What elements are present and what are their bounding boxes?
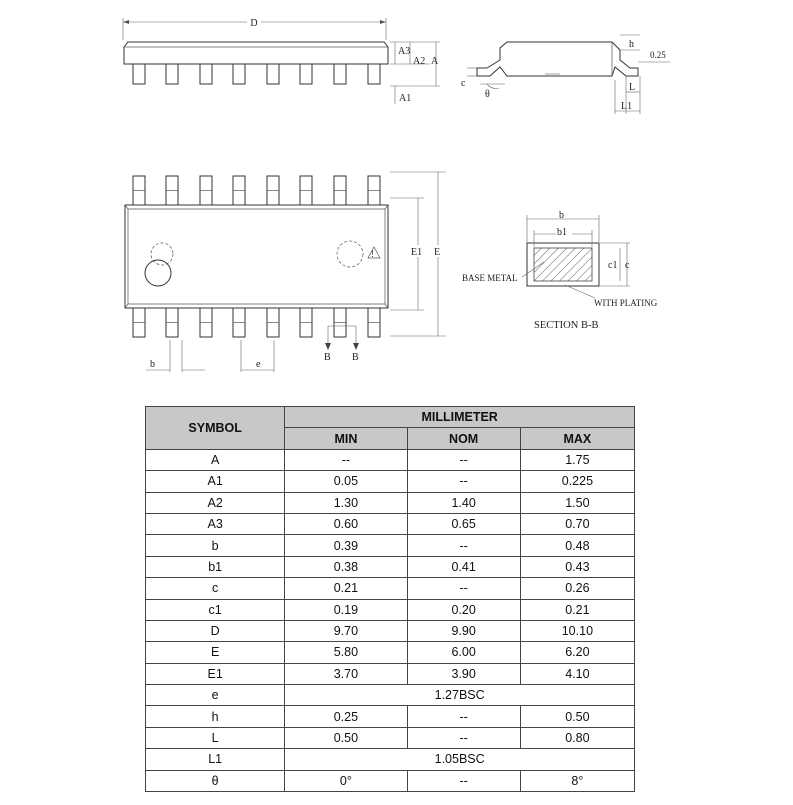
cell-min: 0.60 xyxy=(285,513,407,534)
table-row xyxy=(146,706,635,727)
table-row xyxy=(146,727,635,748)
label-lead-thickness: 0.25 xyxy=(650,50,666,60)
cell-nom: -- xyxy=(407,578,520,599)
section-title: SECTION B-B xyxy=(534,320,599,331)
label-D: D xyxy=(250,18,258,29)
label-b: b xyxy=(150,359,155,370)
cell-max: 0.225 xyxy=(520,471,634,492)
cell-min: 0.05 xyxy=(285,471,407,492)
cell-nom: 0.20 xyxy=(407,599,520,620)
side-lead xyxy=(133,64,145,84)
cell-min: 0.50 xyxy=(285,727,407,748)
top-view xyxy=(125,172,446,372)
cell-symbol: b1 xyxy=(146,556,285,577)
cell-min: 9.70 xyxy=(285,620,407,641)
label-b1: b1 xyxy=(557,227,567,238)
cell-symbol: L1 xyxy=(146,749,285,770)
side-lead xyxy=(200,64,212,84)
label-section-B-left: B xyxy=(324,352,331,363)
label-c1: c1 xyxy=(608,260,618,271)
cell-symbol: b xyxy=(146,535,285,556)
table-row xyxy=(146,449,635,470)
cell-min: 0.25 xyxy=(285,706,407,727)
cell-min: 0° xyxy=(285,770,407,791)
cell-bsc: 1.05BSC xyxy=(285,749,635,770)
label-base-metal: BASE METAL xyxy=(462,273,518,283)
cell-min: 1.30 xyxy=(285,492,407,513)
cell-nom: -- xyxy=(407,706,520,727)
cell-min: 0.21 xyxy=(285,578,407,599)
cell-max: 0.43 xyxy=(520,556,634,577)
table-row xyxy=(146,578,635,599)
cell-nom: 0.65 xyxy=(407,513,520,534)
dimensions-table-body xyxy=(146,449,635,791)
cell-min: 5.80 xyxy=(285,642,407,663)
cell-max: 8° xyxy=(520,770,634,791)
cell-max: 0.50 xyxy=(520,706,634,727)
label-with-plating: WITH PLATING xyxy=(594,298,658,308)
label-L: L xyxy=(629,82,636,93)
side-lead xyxy=(267,64,279,84)
cell-nom: 9.90 xyxy=(407,620,520,641)
cell-nom: 6.00 xyxy=(407,642,520,663)
cell-nom: 3.90 xyxy=(407,663,520,684)
table-row xyxy=(146,556,635,577)
label-A2: A2 xyxy=(413,56,426,67)
cell-max: 10.10 xyxy=(520,620,634,641)
table-row xyxy=(146,685,635,706)
side-lead xyxy=(300,64,312,84)
header-max: MAX xyxy=(520,428,634,449)
header-millimeter: MILLIMETER xyxy=(285,407,635,428)
table-row xyxy=(146,770,635,791)
cell-nom: -- xyxy=(407,471,520,492)
label-A: A xyxy=(431,56,439,67)
side-lead xyxy=(334,64,346,84)
cell-nom: 1.40 xyxy=(407,492,520,513)
table-row xyxy=(146,599,635,620)
cell-max: 0.21 xyxy=(520,599,634,620)
dimensions-table xyxy=(145,406,635,792)
cell-max: 4.10 xyxy=(520,663,634,684)
cell-max: 1.50 xyxy=(520,492,634,513)
side-view xyxy=(123,16,440,104)
side-lead xyxy=(368,64,380,84)
section-b-b xyxy=(462,210,658,331)
cell-symbol: e xyxy=(146,685,285,706)
table-row xyxy=(146,642,635,663)
cell-bsc: 1.27BSC xyxy=(285,685,635,706)
cell-nom: -- xyxy=(407,535,520,556)
end-view xyxy=(461,35,670,114)
cell-symbol: A2 xyxy=(146,492,285,513)
package-outline-drawing xyxy=(0,0,793,400)
cell-symbol: A xyxy=(146,449,285,470)
cell-max: 1.75 xyxy=(520,449,634,470)
table-row xyxy=(146,620,635,641)
label-section-b: b xyxy=(559,210,564,221)
cell-symbol: c xyxy=(146,578,285,599)
cell-symbol: A1 xyxy=(146,471,285,492)
table-row xyxy=(146,471,635,492)
cell-max: 0.48 xyxy=(520,535,634,556)
table-row xyxy=(146,663,635,684)
header-min: MIN xyxy=(285,428,407,449)
cell-max: 0.70 xyxy=(520,513,634,534)
cell-max: 0.80 xyxy=(520,727,634,748)
cell-min: -- xyxy=(285,449,407,470)
table-row xyxy=(146,749,635,770)
header-symbol: SYMBOL xyxy=(146,407,285,450)
label-h: h xyxy=(629,39,634,50)
cell-symbol: E xyxy=(146,642,285,663)
cell-min: 0.39 xyxy=(285,535,407,556)
svg-text:!: ! xyxy=(371,249,374,259)
cell-nom: 0.41 xyxy=(407,556,520,577)
cell-symbol: L xyxy=(146,727,285,748)
cell-symbol: E1 xyxy=(146,663,285,684)
cell-symbol: A3 xyxy=(146,513,285,534)
cell-symbol: θ xyxy=(146,770,285,791)
cell-max: 6.20 xyxy=(520,642,634,663)
label-c: c xyxy=(461,78,466,89)
side-lead xyxy=(233,64,245,84)
label-section-c: c xyxy=(625,260,630,271)
label-L1: L1 xyxy=(621,101,633,112)
label-A1: A1 xyxy=(399,93,412,104)
cell-nom: -- xyxy=(407,770,520,791)
cell-max: 0.26 xyxy=(520,578,634,599)
label-theta: θ xyxy=(485,89,490,100)
header-nom: NOM xyxy=(407,428,520,449)
cell-min: 3.70 xyxy=(285,663,407,684)
top-view-leads xyxy=(133,176,380,337)
table-row xyxy=(146,492,635,513)
label-A3: A3 xyxy=(398,46,411,57)
table-row xyxy=(146,513,635,534)
side-view-leads xyxy=(133,64,380,84)
label-section-B-right: B xyxy=(352,352,359,363)
cell-nom: -- xyxy=(407,727,520,748)
cell-symbol: D xyxy=(146,620,285,641)
cell-min: 0.19 xyxy=(285,599,407,620)
label-E1: E1 xyxy=(411,247,423,258)
cell-min: 0.38 xyxy=(285,556,407,577)
label-E: E xyxy=(434,247,441,258)
cell-nom: -- xyxy=(407,449,520,470)
table-row xyxy=(146,535,635,556)
cell-symbol: c1 xyxy=(146,599,285,620)
side-lead xyxy=(166,64,178,84)
label-e: e xyxy=(256,359,261,370)
cell-symbol: h xyxy=(146,706,285,727)
